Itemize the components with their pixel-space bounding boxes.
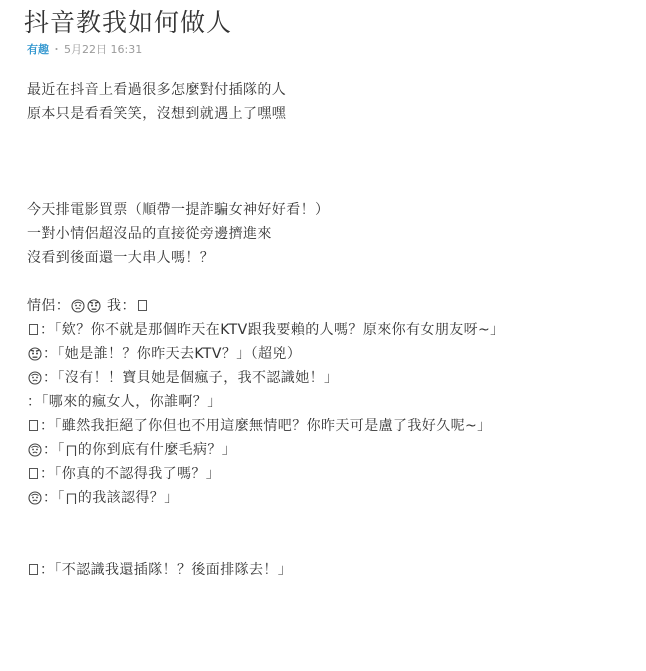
cast-me-label: 我： xyxy=(102,298,136,314)
dialogue-line-4 xyxy=(27,390,627,414)
dialogue-text: ：「她是誰！？你昨天去KTV？」（超兇） xyxy=(43,346,302,362)
story-line-1: 今天排電影買票（順帶一提詐騙女神好好看！） xyxy=(27,202,330,218)
intro-line-1: 最近在抖音上看過很多怎麼對付插隊的人 xyxy=(27,82,287,98)
dialogue-text: ：「沒有！！寶貝她是個瘋子，我不認識她！」 xyxy=(43,370,339,386)
dialogue-text: ：「 xyxy=(43,442,65,458)
dialogue-text: ：「雖然我拒絕了你但也不用這麼無情吧？你昨天可是盧了我好久呢~」 xyxy=(40,418,492,434)
dialogue-text: ：「不認識我還插隊！？後面排隊去！」 xyxy=(40,562,293,578)
intro-line-2: 原本只是看看笑笑，沒想到就遇上了嘿嘿 xyxy=(27,106,287,122)
me-box-icon xyxy=(138,300,147,311)
dialogue-text: 的你到底有什麼毛病？」 xyxy=(77,442,237,458)
dialogue-text: 的我該認得？」 xyxy=(77,490,179,506)
me-box-icon xyxy=(29,324,38,335)
dialogue-line-1 xyxy=(27,318,627,342)
post-content xyxy=(27,78,627,582)
dialogue-text: ：「 xyxy=(43,490,65,506)
story-line-2: 一對小情侶超沒品的直接從旁邊擠進來 xyxy=(27,226,272,242)
post-title: 抖音教我如何做人 xyxy=(24,8,233,37)
post-timestamp: 5月22日 16:31 xyxy=(64,43,143,56)
dialogue-line-3 xyxy=(27,366,627,390)
missing-glyph-icon xyxy=(66,489,77,513)
story-line-3: 沒看到後面還一大串人嗎！？ xyxy=(27,250,215,266)
dialogue-line-9 xyxy=(27,558,627,582)
post-meta xyxy=(27,42,142,58)
dialogue-text: ：「欸？你不就是那個昨天在KTV跟我要賴的人嗎？原來你有女朋友呀~」 xyxy=(40,322,505,338)
dialogue-line-7 xyxy=(27,462,627,486)
me-box-icon xyxy=(29,420,38,431)
dialogue-line-8 xyxy=(27,486,627,510)
dialogue-line-2 xyxy=(27,342,627,366)
cast-line xyxy=(27,294,627,318)
worried-face-icon xyxy=(28,489,42,513)
cast-couple-label: 情侶： xyxy=(27,298,71,314)
dialogue-text: ：「你真的不認得我了嗎？」 xyxy=(40,466,221,482)
dialogue-line-6 xyxy=(27,438,627,462)
me-box-icon xyxy=(29,468,38,479)
dialogue-text: ：「哪來的瘋女人，你誰啊？」 xyxy=(27,394,222,410)
me-box-icon xyxy=(29,564,38,575)
dialogue-line-5 xyxy=(27,414,627,438)
board-link[interactable]: 有趣 xyxy=(27,43,49,56)
meta-separator: ・ xyxy=(51,43,62,56)
